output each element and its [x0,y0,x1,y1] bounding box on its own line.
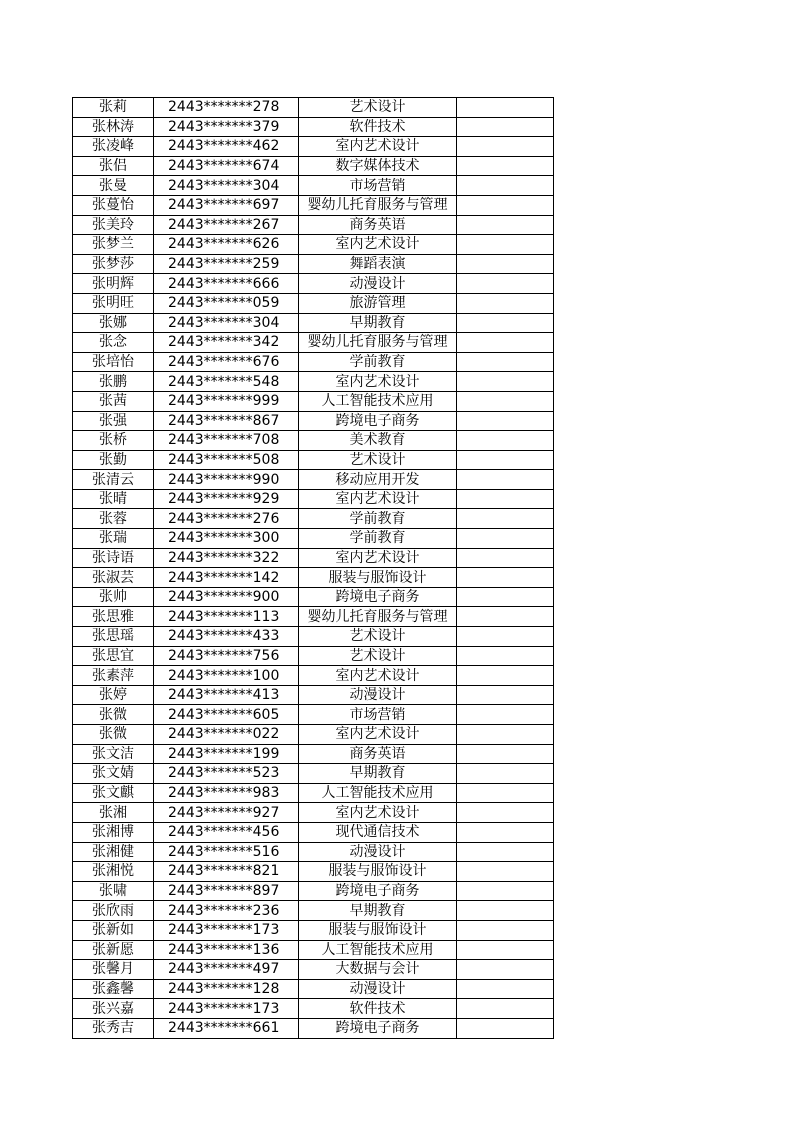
major-cell: 移动应用开发 [299,470,457,490]
student-name-cell: 张凌峰 [73,137,154,157]
table-row [73,901,554,921]
table-row [73,783,554,803]
table-row [73,313,554,333]
major-cell: 跨境电子商务 [299,881,457,901]
student-id-cell: 2443*******022 [154,725,299,745]
student-id-cell: 2443*******516 [154,842,299,862]
student-name-cell: 张强 [73,411,154,431]
table-row [73,842,554,862]
table-row [73,979,554,999]
student-name-cell: 张微 [73,725,154,745]
student-name-cell: 张梦莎 [73,254,154,274]
student-id-cell: 2443*******128 [154,979,299,999]
note-cell [457,431,554,451]
table-row [73,920,554,940]
major-cell: 跨境电子商务 [299,411,457,431]
student-id-cell: 2443*******113 [154,607,299,627]
table-row [73,1018,554,1038]
student-name-cell: 张兴嘉 [73,999,154,1019]
student-id-cell: 2443*******929 [154,489,299,509]
major-cell: 艺术设计 [299,98,457,118]
student-name-cell: 张勤 [73,450,154,470]
note-cell [457,156,554,176]
note-cell [457,117,554,137]
student-id-cell: 2443*******497 [154,960,299,980]
note-cell [457,725,554,745]
student-name-cell: 张茜 [73,391,154,411]
note-cell [457,509,554,529]
student-name-cell: 张思瑶 [73,627,154,647]
note-cell [457,744,554,764]
note-cell [457,646,554,666]
note-cell [457,920,554,940]
major-cell: 美术教育 [299,431,457,451]
student-id-cell: 2443*******676 [154,352,299,372]
major-cell: 室内艺术设计 [299,137,457,157]
student-name-cell: 张清云 [73,470,154,490]
table-row [73,940,554,960]
student-id-cell: 2443*******462 [154,137,299,157]
student-name-cell: 张素萍 [73,666,154,686]
table-row [73,509,554,529]
student-name-cell: 张鑫馨 [73,979,154,999]
student-name-cell: 张文婧 [73,764,154,784]
student-name-cell: 张晴 [73,489,154,509]
student-name-cell: 张秀吉 [73,1018,154,1038]
student-id-cell: 2443*******897 [154,881,299,901]
table-row [73,685,554,705]
note-cell [457,587,554,607]
table-row [73,352,554,372]
student-name-cell: 张馨月 [73,960,154,980]
major-cell: 室内艺术设计 [299,725,457,745]
student-name-cell: 张念 [73,333,154,353]
table-row [73,764,554,784]
table-row [73,274,554,294]
student-name-cell: 张啸 [73,881,154,901]
student-name-cell: 张莉 [73,98,154,118]
major-cell: 商务英语 [299,744,457,764]
student-id-cell: 2443*******756 [154,646,299,666]
table-row [73,431,554,451]
note-cell [457,960,554,980]
note-cell [457,470,554,490]
student-name-cell: 张思宜 [73,646,154,666]
table-row [73,568,554,588]
note-cell [457,881,554,901]
table-row [73,411,554,431]
major-cell: 旅游管理 [299,293,457,313]
major-cell: 早期教育 [299,901,457,921]
student-name-cell: 张明辉 [73,274,154,294]
table-row [73,881,554,901]
student-id-cell: 2443*******605 [154,705,299,725]
table-row [73,862,554,882]
table-row [73,960,554,980]
major-cell: 室内艺术设计 [299,489,457,509]
student-roster-table [72,97,554,1039]
major-cell: 软件技术 [299,999,457,1019]
student-name-cell: 张婷 [73,685,154,705]
major-cell: 服装与服饰设计 [299,568,457,588]
student-name-cell: 张新如 [73,920,154,940]
student-id-cell: 2443*******674 [154,156,299,176]
student-name-cell: 张蔓怡 [73,195,154,215]
student-name-cell: 张微 [73,705,154,725]
student-name-cell: 张曼 [73,176,154,196]
major-cell: 大数据与会计 [299,960,457,980]
student-name-cell: 张美玲 [73,215,154,235]
student-name-cell: 张林涛 [73,117,154,137]
student-id-cell: 2443*******142 [154,568,299,588]
major-cell: 动漫设计 [299,842,457,862]
student-id-cell: 2443*******697 [154,195,299,215]
major-cell: 服装与服饰设计 [299,862,457,882]
major-cell: 跨境电子商务 [299,587,457,607]
table-row [73,470,554,490]
table-row [73,822,554,842]
major-cell: 婴幼儿托育服务与管理 [299,195,457,215]
student-name-cell: 张明旺 [73,293,154,313]
student-id-cell: 2443*******413 [154,685,299,705]
note-cell [457,1018,554,1038]
student-id-cell: 2443*******173 [154,999,299,1019]
table-row [73,117,554,137]
student-id-cell: 2443*******666 [154,274,299,294]
major-cell: 室内艺术设计 [299,803,457,823]
major-cell: 动漫设计 [299,979,457,999]
table-row [73,803,554,823]
major-cell: 室内艺术设计 [299,372,457,392]
table-row [73,235,554,255]
table-row [73,548,554,568]
student-id-cell: 2443*******990 [154,470,299,490]
student-id-cell: 2443*******304 [154,313,299,333]
table-row [73,666,554,686]
table-row [73,529,554,549]
note-cell [457,568,554,588]
student-id-cell: 2443*******278 [154,98,299,118]
major-cell: 室内艺术设计 [299,235,457,255]
note-cell [457,607,554,627]
student-id-cell: 2443*******322 [154,548,299,568]
major-cell: 跨境电子商务 [299,1018,457,1038]
note-cell [457,391,554,411]
major-cell: 早期教育 [299,313,457,333]
table-row [73,646,554,666]
major-cell: 学前教育 [299,509,457,529]
table-row [73,156,554,176]
student-name-cell: 张文洁 [73,744,154,764]
note-cell [457,333,554,353]
table-row [73,176,554,196]
major-cell: 服装与服饰设计 [299,920,457,940]
student-id-cell: 2443*******661 [154,1018,299,1038]
major-cell: 室内艺术设计 [299,548,457,568]
student-id-cell: 2443*******059 [154,293,299,313]
table-row [73,627,554,647]
student-id-cell: 2443*******199 [154,744,299,764]
note-cell [457,842,554,862]
major-cell: 学前教育 [299,529,457,549]
student-name-cell: 张欣雨 [73,901,154,921]
note-cell [457,98,554,118]
table-row [73,587,554,607]
note-cell [457,862,554,882]
major-cell: 人工智能技术应用 [299,391,457,411]
note-cell [457,529,554,549]
note-cell [457,822,554,842]
student-id-cell: 2443*******456 [154,822,299,842]
student-id-cell: 2443*******867 [154,411,299,431]
major-cell: 室内艺术设计 [299,666,457,686]
student-id-cell: 2443*******267 [154,215,299,235]
major-cell: 艺术设计 [299,450,457,470]
note-cell [457,803,554,823]
major-cell: 婴幼儿托育服务与管理 [299,333,457,353]
note-cell [457,627,554,647]
note-cell [457,783,554,803]
table-row [73,98,554,118]
roster-body [73,98,554,1039]
student-name-cell: 张诗语 [73,548,154,568]
student-name-cell: 张湘博 [73,822,154,842]
note-cell [457,274,554,294]
student-id-cell: 2443*******236 [154,901,299,921]
student-name-cell: 张帅 [73,587,154,607]
student-id-cell: 2443*******508 [154,450,299,470]
student-id-cell: 2443*******548 [154,372,299,392]
table-row [73,195,554,215]
table-row [73,999,554,1019]
note-cell [457,137,554,157]
note-cell [457,940,554,960]
note-cell [457,979,554,999]
note-cell [457,235,554,255]
student-id-cell: 2443*******173 [154,920,299,940]
student-id-cell: 2443*******983 [154,783,299,803]
student-id-cell: 2443*******100 [154,666,299,686]
note-cell [457,999,554,1019]
note-cell [457,372,554,392]
table-row [73,744,554,764]
student-id-cell: 2443*******927 [154,803,299,823]
student-id-cell: 2443*******708 [154,431,299,451]
student-name-cell: 张新愿 [73,940,154,960]
note-cell [457,901,554,921]
major-cell: 学前教育 [299,352,457,372]
major-cell: 艺术设计 [299,646,457,666]
student-id-cell: 2443*******304 [154,176,299,196]
student-name-cell: 张思雅 [73,607,154,627]
table-row [73,391,554,411]
student-name-cell: 张培怡 [73,352,154,372]
student-id-cell: 2443*******900 [154,587,299,607]
student-id-cell: 2443*******999 [154,391,299,411]
student-name-cell: 张桥 [73,431,154,451]
major-cell: 动漫设计 [299,274,457,294]
note-cell [457,293,554,313]
student-id-cell: 2443*******523 [154,764,299,784]
table-row [73,254,554,274]
student-name-cell: 张娜 [73,313,154,333]
table-row [73,293,554,313]
major-cell: 现代通信技术 [299,822,457,842]
note-cell [457,450,554,470]
student-id-cell: 2443*******276 [154,509,299,529]
note-cell [457,764,554,784]
student-name-cell: 张文麒 [73,783,154,803]
student-id-cell: 2443*******626 [154,235,299,255]
major-cell: 人工智能技术应用 [299,940,457,960]
major-cell: 艺术设计 [299,627,457,647]
major-cell: 婴幼儿托育服务与管理 [299,607,457,627]
student-name-cell: 张鹏 [73,372,154,392]
major-cell: 市场营销 [299,705,457,725]
note-cell [457,352,554,372]
student-id-cell: 2443*******379 [154,117,299,137]
major-cell: 人工智能技术应用 [299,783,457,803]
student-name-cell: 张湘悦 [73,862,154,882]
note-cell [457,705,554,725]
table-row [73,725,554,745]
student-name-cell: 张湘 [73,803,154,823]
note-cell [457,666,554,686]
student-id-cell: 2443*******342 [154,333,299,353]
student-name-cell: 张侣 [73,156,154,176]
student-name-cell: 张湘健 [73,842,154,862]
major-cell: 舞蹈表演 [299,254,457,274]
student-id-cell: 2443*******433 [154,627,299,647]
note-cell [457,489,554,509]
note-cell [457,685,554,705]
student-id-cell: 2443*******821 [154,862,299,882]
student-name-cell: 张蓉 [73,509,154,529]
major-cell: 数字媒体技术 [299,156,457,176]
table-row [73,450,554,470]
note-cell [457,195,554,215]
table-row [73,489,554,509]
major-cell: 商务英语 [299,215,457,235]
major-cell: 市场营销 [299,176,457,196]
table-row [73,705,554,725]
note-cell [457,411,554,431]
major-cell: 软件技术 [299,117,457,137]
student-id-cell: 2443*******136 [154,940,299,960]
note-cell [457,313,554,333]
table-row [73,372,554,392]
note-cell [457,548,554,568]
major-cell: 早期教育 [299,764,457,784]
table-row [73,215,554,235]
major-cell: 动漫设计 [299,685,457,705]
note-cell [457,254,554,274]
student-name-cell: 张淑芸 [73,568,154,588]
note-cell [457,176,554,196]
table-row [73,607,554,627]
student-name-cell: 张瑞 [73,529,154,549]
table-row [73,137,554,157]
student-name-cell: 张梦兰 [73,235,154,255]
table-row [73,333,554,353]
student-id-cell: 2443*******259 [154,254,299,274]
note-cell [457,215,554,235]
student-id-cell: 2443*******300 [154,529,299,549]
